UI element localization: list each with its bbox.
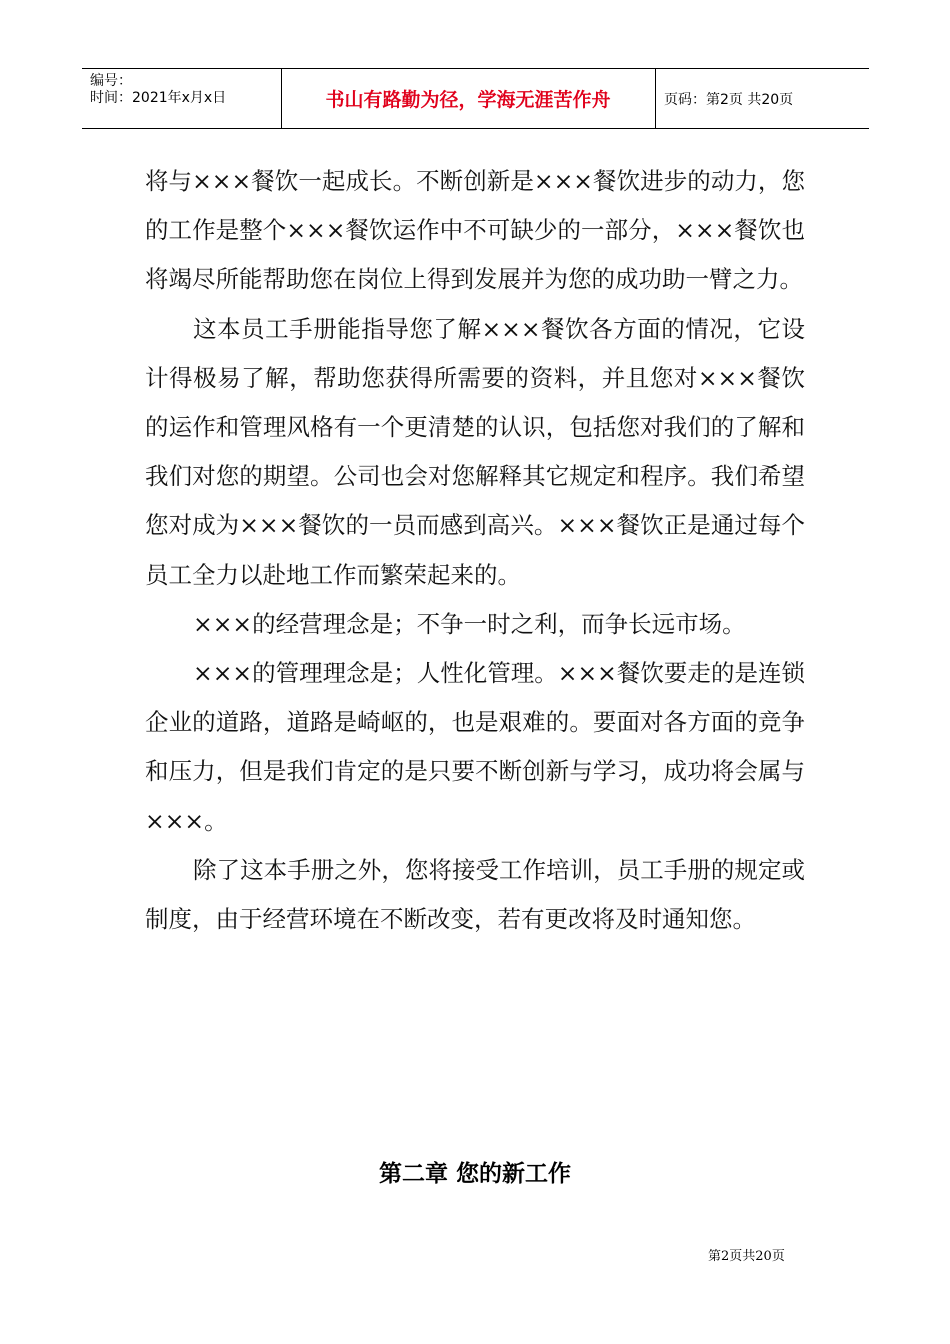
- header-time-label: 时间：2021年x月x日: [90, 90, 227, 106]
- header-motto: 书山有路勤为径，学海无涯苦作舟: [325, 89, 611, 111]
- footer-page-number: 第2页共20页: [708, 1249, 785, 1264]
- header-top-rule: [82, 68, 869, 69]
- body-paragraph: 除了这本手册之外，您将接受工作培训，员工手册的规定或制度，由于经营环境在不断改变，若有更改将及时通知您。: [145, 855, 805, 934]
- body-paragraph: 将与×××餐饮一起成长。不断创新是×××餐饮进步的动力，您的工作是整个×××餐饮运作中不可缺少的一部分，×××餐饮也将竭尽所能帮助您在岗位上得到发展并为您的成功助一臂之力。: [145, 167, 805, 294]
- document-body: [145, 157, 805, 944]
- header-number-label: 编号：: [90, 73, 132, 89]
- header-divider-right: [655, 68, 656, 128]
- body-paragraph: ×××的管理理念是；人性化管理。×××餐饮要走的是连锁企业的道路，道路是崎岖的，也是艰难的。要面对各方面的竞争和压力，但是我们肯定的是只要不断创新与学习，成功将会属与×××。: [145, 659, 805, 835]
- header-page-label: 页码：第2页 共20页: [664, 92, 794, 108]
- header-bottom-rule: [82, 128, 869, 129]
- chapter-title: 第二章 您的新工作: [378, 1161, 571, 1187]
- body-paragraph: 这本员工手册能指导您了解×××餐饮各方面的情况，它设计得极易了解，帮助您获得所需要的资料，并且您对×××餐饮的运作和管理风格有一个更清楚的认识，包括您对我们的了解和我们对您的期望。公司也会对您解释其它规定和程序。我们希望您对成为×××餐饮的一员而感到高兴。×××餐饮正是通过每个员工全力以赴地工作而繁荣起来的。: [145, 314, 805, 589]
- body-paragraph: ×××的经营理念是；不争一时之利，而争长远市场。: [193, 609, 746, 638]
